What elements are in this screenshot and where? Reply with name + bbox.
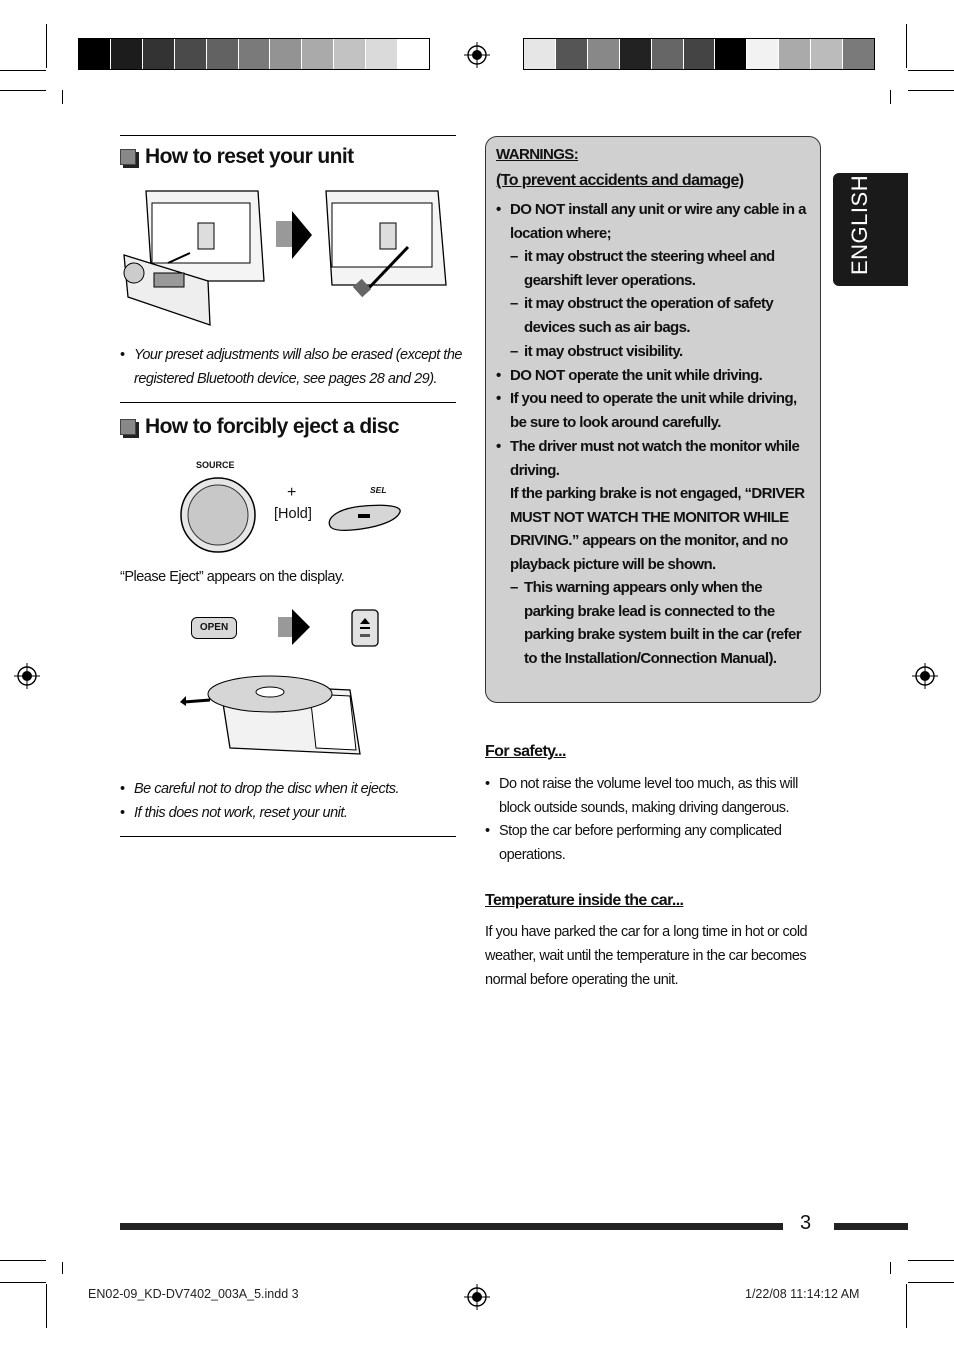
heading-square-icon <box>120 419 136 435</box>
section-rule <box>120 836 456 837</box>
footer-bar-right <box>834 1223 908 1230</box>
safety-item-2: • Stop the car before performing any complicated operations. <box>485 823 782 863</box>
warning-bullet-2: • DO NOT operate the unit while driving. <box>496 367 763 384</box>
color-bar-right <box>523 38 875 70</box>
language-label: ENGLISH <box>847 174 872 275</box>
safety-item-1: • Do not raise the volume level too much, as this will block outside sounds, making driving dangerous. <box>485 776 798 816</box>
warnings-heading: WARNINGS: <box>496 146 579 163</box>
eject-button[interactable] <box>350 608 380 648</box>
reset-heading <box>120 145 353 169</box>
warning-sub-4: – This warning appears only when the parking brake lead is connected to the parking brake system built in the car (refer to the Installation/Connection Manual). <box>510 579 802 667</box>
language-tab <box>833 173 908 286</box>
reset-note: • Your preset adjustments will also be erased (except the registered Bluetooth device, see pages 28 and 29). <box>120 347 462 387</box>
source-knob[interactable] <box>179 476 259 556</box>
plus-sign: + <box>287 484 297 501</box>
eject-note-2: • If this does not work, reset your unit. <box>120 805 348 821</box>
warning-bullet-4: • The driver must not watch the monitor while driving. <box>496 438 800 479</box>
warning-parking-brake: If the parking brake is not engaged, “DRIVER MUST NOT WATCH THE MONITOR WHILE DRIVING.” appears on the monitor, and no playback picture will be shown. <box>510 485 805 573</box>
sel-button[interactable] <box>324 500 406 532</box>
safety-heading: For safety... <box>485 743 566 760</box>
section-rule <box>120 135 456 136</box>
temperature-text: If you have parked the car for a long time in hot or cold weather, wait until the temperature in the car becomes normal before operating the unit. <box>485 924 808 988</box>
registration-mark-right <box>912 663 938 689</box>
reset-illustration <box>118 185 454 330</box>
sel-label: SEL <box>370 485 387 495</box>
registration-mark-top <box>464 42 490 68</box>
eject-title: How to forcibly eject a disc <box>145 415 399 438</box>
reset-title: How to reset your unit <box>145 145 354 168</box>
arrow-right-icon <box>276 607 312 647</box>
registration-mark-bottom <box>464 1284 490 1310</box>
eject-note-1: • Be careful not to drop the disc when it ejects. <box>120 781 400 797</box>
warnings-subheading: (To prevent accidents and damage) <box>496 172 744 189</box>
heading-square-icon <box>120 149 136 165</box>
eject-heading <box>120 415 399 439</box>
temperature-heading: Temperature inside the car... <box>485 892 684 909</box>
display-message: “Please Eject” appears on the display. <box>120 569 345 585</box>
warning-sub-2: – it may obstruct the operation of safety devices such as air bags. <box>510 295 774 336</box>
disc-eject-illustration <box>180 664 370 760</box>
warning-sub-1: – it may obstruct the steering wheel and gearshift lever operations. <box>510 248 775 289</box>
registration-mark-left <box>14 663 40 689</box>
open-button[interactable]: OPEN <box>191 617 237 639</box>
footer-bar-left <box>120 1223 783 1230</box>
page-number: 3 <box>800 1212 812 1234</box>
source-label: SOURCE <box>196 460 235 470</box>
warning-sub-3: – it may obstruct visibility. <box>510 343 683 360</box>
hold-label: [Hold] <box>274 506 312 522</box>
footer-file-info: EN02-09_KD-DV7402_003A_5.indd 3 <box>88 1287 299 1301</box>
warning-bullet-3: • If you need to operate the unit while driving, be sure to look around carefully. <box>496 390 797 431</box>
footer-timestamp: 1/22/08 11:14:12 AM <box>745 1287 860 1301</box>
warning-bullet-1: • DO NOT install any unit or wire any cable in a location where; <box>496 201 806 242</box>
section-rule <box>120 402 456 403</box>
color-bar-left <box>78 38 430 70</box>
